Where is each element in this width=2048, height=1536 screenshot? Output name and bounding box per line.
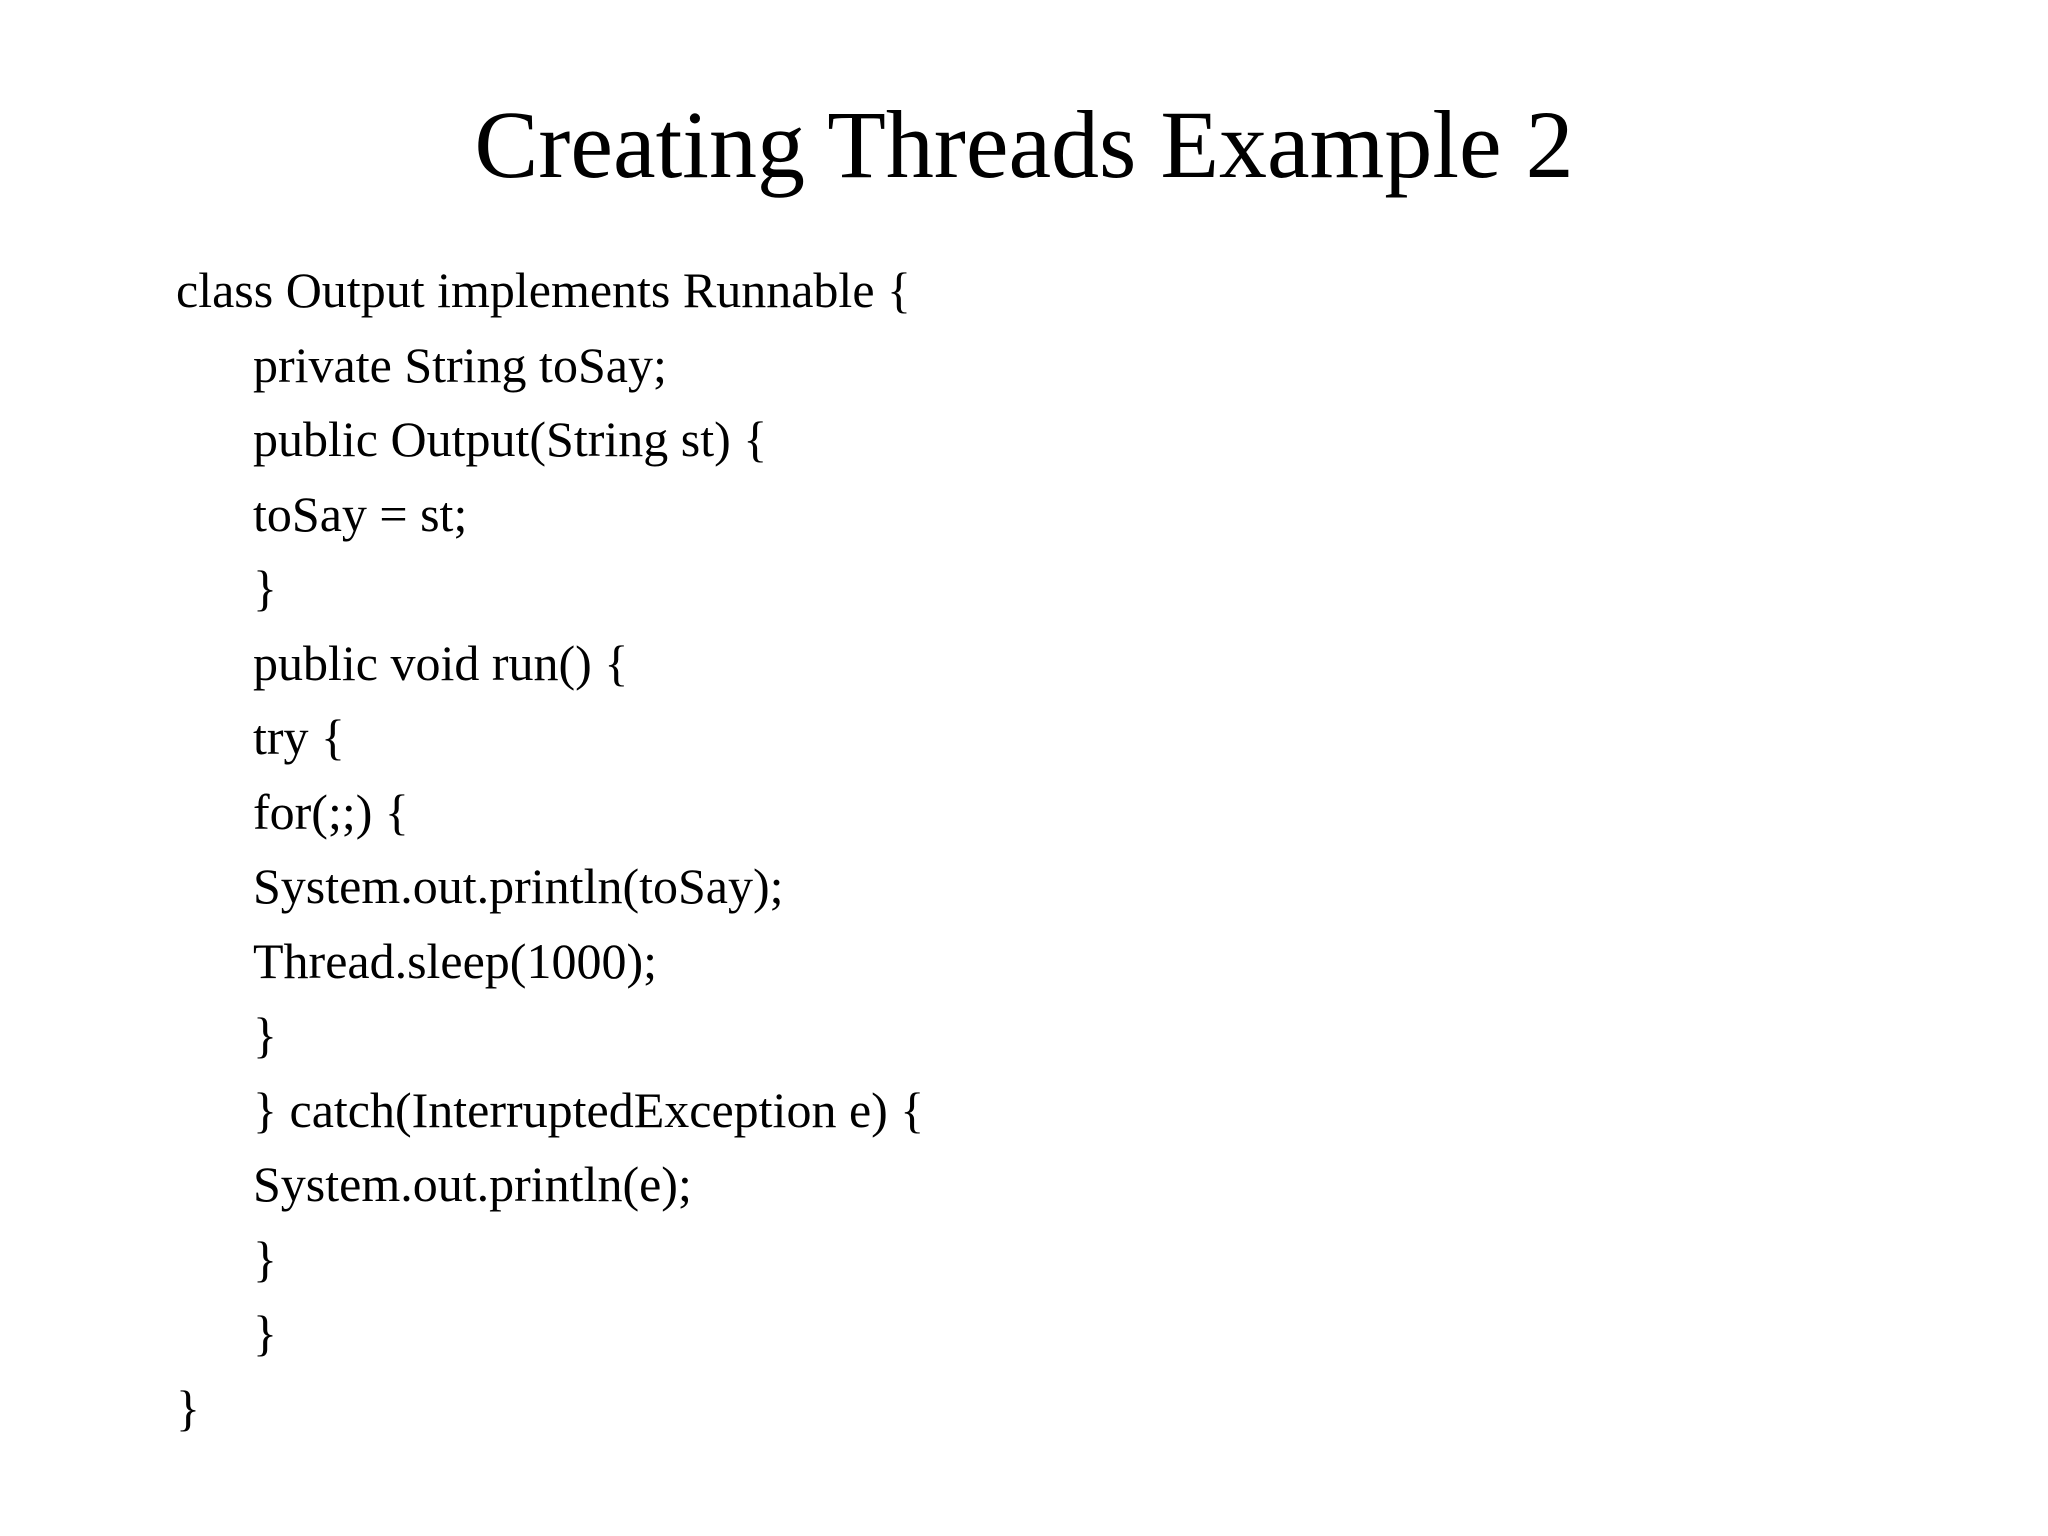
- code-line: public void run() {: [253, 634, 629, 691]
- code-line: System.out.println(e);: [253, 1156, 692, 1212]
- code-line: for(;;) {: [253, 783, 409, 840]
- code-line: }: [176, 1379, 200, 1436]
- slide-title: Creating Threads Example 2: [474, 91, 1574, 198]
- code-line: System.out.println(toSay);: [253, 858, 784, 914]
- code-line: try {: [253, 709, 346, 765]
- code-line: toSay = st;: [253, 485, 468, 542]
- code-line: class Output implements Runnable {: [176, 262, 912, 318]
- code-line: }: [253, 560, 277, 616]
- code-line: }: [253, 1305, 277, 1361]
- code-line: } catch(InterruptedException e) {: [253, 1081, 925, 1138]
- code-listing: [176, 253, 1976, 1445]
- code-line: private String toSay;: [253, 336, 667, 393]
- code-line: }: [253, 1007, 277, 1063]
- code-line: Thread.sleep(1000);: [253, 932, 658, 989]
- code-line: }: [253, 1230, 277, 1287]
- code-line: public Output(String st) {: [253, 411, 768, 467]
